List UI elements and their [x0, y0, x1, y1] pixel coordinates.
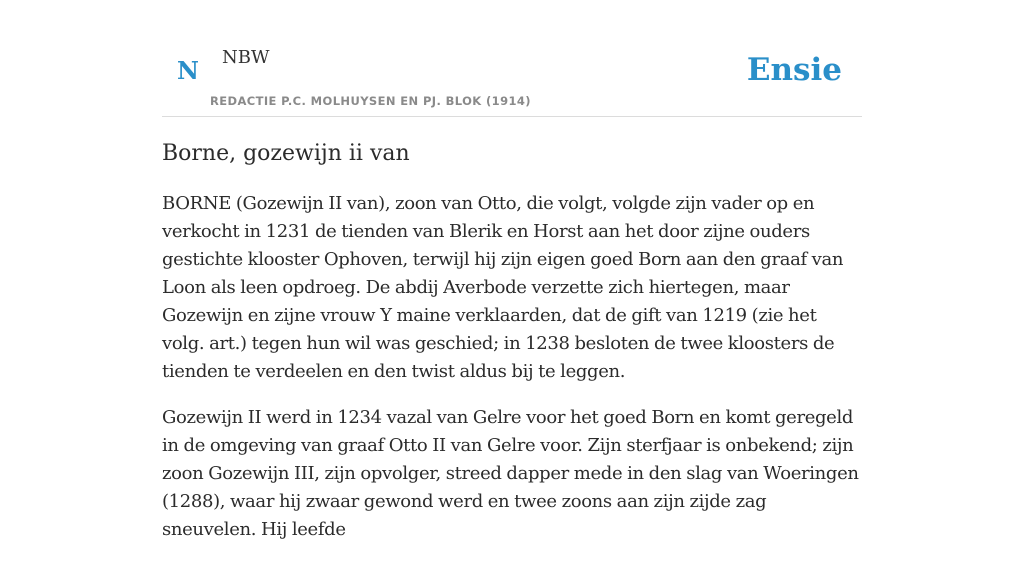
- source-logo[interactable]: N: [177, 56, 199, 85]
- article-paragraph: Gozewijn II werd in 1234 vazal van Gelre voor het goed Born en komt geregeld in de omgeving van graaf Otto II van Gelre voor. Zijn sterfjaar is onbekend; zijn zoon Gozewijn III, zijn opvolger, streed dapper mede in den slag van Woeringen (1288), waar hij zwaar gewond werd en twee zoons aan zijn zijde zag sneuvelen. Hij leefde: [162, 407, 859, 540]
- ensie-logo[interactable]: Ensie: [746, 52, 842, 88]
- page-header: [162, 0, 862, 117]
- article: [162, 138, 862, 562]
- source-title[interactable]: NBW: [222, 47, 270, 68]
- source-subtitle: REDACTIE P.C. MOLHUYSEN EN PJ. BLOK (1914): [210, 94, 531, 108]
- article-title: Borne, gozewijn ii van: [162, 141, 410, 166]
- article-paragraph: BORNE (Gozewijn II van), zoon van Otto, die volgt, volgde zijn vader op en verkocht in 1231 de tienden van Blerik en Horst aan het door zijne ouders gestichte klooster Ophoven, terwijl hij zijn eigen goed Born aan den graaf van Loon als leen opdroeg. De abdij Averbode verzette zich hiertegen, maar Gozewijn en zijne vrouw Y maine verklaarden, dat de gift van 1219 (zie het volg. art.) tegen hun wil was geschied; in 1238 besloten de twee kloosters de tienden te verdeelen en den twist aldus bij te leggen.: [162, 193, 844, 382]
